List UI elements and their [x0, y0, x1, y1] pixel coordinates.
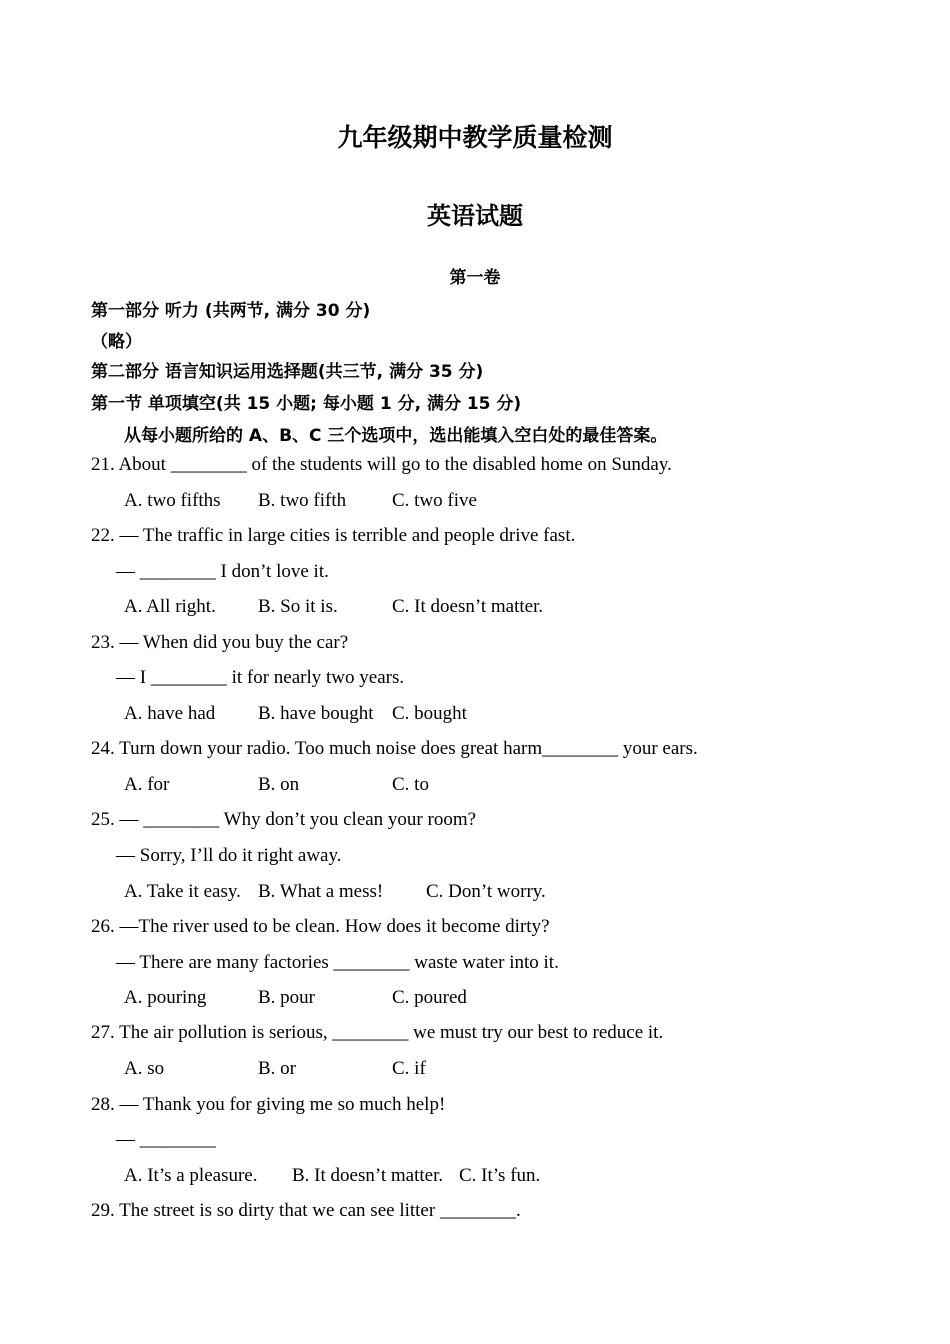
question-28-stem: 28. — Thank you for giving me so much help!	[91, 1094, 446, 1115]
question-24-option-a: A. for	[124, 774, 170, 795]
question-26-option-b: B. pour	[258, 987, 315, 1008]
question-25-option-c: C. Don’t worry.	[426, 881, 546, 902]
question-21-option-c: C. two five	[392, 490, 477, 511]
question-26-reply: — There are many factories ________ waste water into it.	[116, 952, 559, 973]
question-21-option-b: B. two fifth	[258, 490, 347, 511]
question-28-option-a: A. It’s a pleasure.	[124, 1165, 258, 1186]
exam-subtitle: 英语试题	[427, 202, 523, 230]
question-25-option-a: A. Take it easy.	[124, 881, 241, 902]
question-22-option-c: C. It doesn’t matter.	[392, 596, 544, 617]
question-26-option-a: A. pouring	[124, 987, 207, 1008]
part2-heading: 第二部分 语言知识运用选择题(共三节, 满分 35 分)	[91, 362, 484, 382]
question-28-option-c: C. It’s fun.	[459, 1165, 541, 1186]
question-22-option-b: B. So it is.	[258, 596, 338, 617]
section1-heading: 第一节 单项填空(共 15 小题; 每小题 1 分, 满分 15 分)	[91, 394, 522, 414]
question-22-reply: — ________ I don’t love it.	[116, 561, 329, 582]
question-23-option-c: C. bought	[392, 703, 467, 724]
exam-title: 九年级期中教学质量检测	[337, 123, 613, 152]
question-21-stem: 21. About ________ of the students will go to the disabled home on Sunday.	[91, 454, 672, 475]
question-29-stem: 29. The street is so dirty that we can see litter ________.	[91, 1200, 521, 1221]
question-25-option-b: B. What a mess!	[258, 881, 384, 902]
question-24-stem: 24. Turn down your radio. Too much noise does great harm________ your ears.	[91, 738, 698, 759]
volume-heading: 第一卷	[449, 268, 501, 288]
question-21-option-a: A. two fifths	[124, 490, 221, 511]
question-27-option-b: B. or	[258, 1058, 296, 1079]
question-24-option-c: C. to	[392, 774, 429, 795]
question-26-stem: 26. —The river used to be clean. How does it become dirty?	[91, 916, 550, 937]
question-25-stem: 25. — ________ Why don’t you clean your room?	[91, 809, 477, 830]
question-23-option-a: A. have had	[124, 703, 216, 724]
question-24-option-b: B. on	[258, 774, 300, 795]
question-23-reply: — I ________ it for nearly two years.	[116, 667, 405, 688]
question-22-stem: 22. — The traffic in large cities is terrible and people drive fast.	[91, 525, 576, 546]
part1-note: （略）	[91, 332, 142, 352]
question-27-stem: 27. The air pollution is serious, ________ we must try our best to reduce it.	[91, 1022, 664, 1043]
question-22-option-a: A. All right.	[124, 596, 216, 617]
question-23-stem: 23. — When did you buy the car?	[91, 632, 349, 653]
question-26-option-c: C. poured	[392, 987, 467, 1008]
question-25-reply: — Sorry, I’ll do it right away.	[116, 845, 342, 866]
question-23-option-b: B. have bought	[258, 703, 374, 724]
instruction: 从每小题所给的 A、B、C 三个选项中，选出能填入空白处的最佳答案。	[124, 426, 668, 446]
question-27-option-a: A. so	[124, 1058, 165, 1079]
question-28-reply: — ________	[116, 1129, 216, 1150]
part1-heading: 第一部分 听力 (共两节, 满分 30 分)	[91, 301, 371, 321]
question-27-option-c: C. if	[392, 1058, 426, 1079]
question-28-option-b: B. It doesn’t matter.	[292, 1165, 444, 1186]
